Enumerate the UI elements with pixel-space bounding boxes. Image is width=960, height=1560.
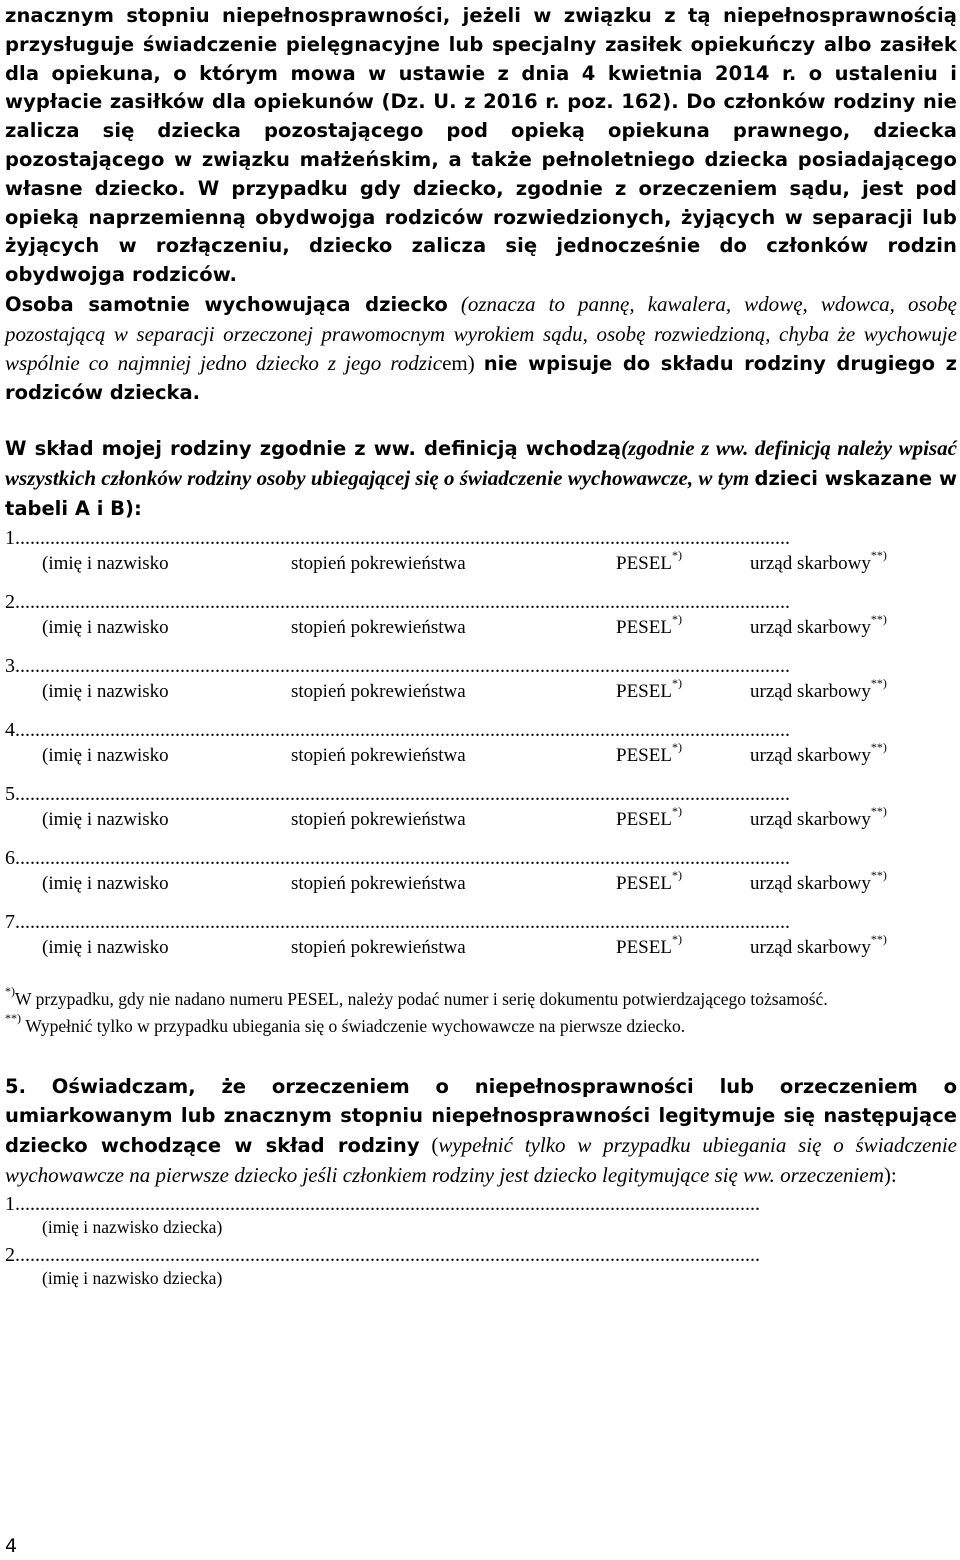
family-member-column-labels xyxy=(5,931,957,964)
footnote-office xyxy=(5,1010,957,1038)
footnote-office-text: Wypełnić tylko w przypadku ubiegania się o świadczenie wychowawcze na pierwsze dziecko. xyxy=(25,1015,686,1036)
footnote-pesel-mark: *) xyxy=(5,983,15,998)
pesel-column-label-mark: *) xyxy=(671,739,682,754)
name-column-label: (imię i nazwisko xyxy=(42,936,169,958)
document-page xyxy=(5,2,957,1290)
tax-office-column-label: urząd skarbowy**) xyxy=(750,675,887,702)
section5-close: ): xyxy=(883,1162,897,1187)
pesel-column-label: PESEL*) xyxy=(616,803,682,830)
family-member-column-labels xyxy=(5,547,957,580)
name-column-label: (imię i nazwisko xyxy=(42,616,169,638)
relation-column-label: stopień pokrewieństwa xyxy=(291,616,466,638)
family-member-column-labels xyxy=(5,803,957,836)
tax-office-column-label-mark: **) xyxy=(870,931,887,946)
single-parent-plain: em) xyxy=(442,350,475,375)
footnote-office-mark: **) xyxy=(5,1010,21,1025)
child-name-label: (imię i nazwisko dziecka) xyxy=(42,1216,223,1237)
child-entry-line[interactable]: 1..................................................................................................................................................... xyxy=(5,1192,760,1215)
relation-column-label: stopień pokrewieństwa xyxy=(291,936,466,958)
section5-italic: wypełnić tylko w przypadku ubiegania się o świadczenie wychowawcze na pierwsze dziecko jeśli członkiem rodziny jest dziecko legitymujące się ww. orzeczeniem xyxy=(5,1133,957,1187)
tax-office-column-label-mark: **) xyxy=(870,867,887,882)
section5-statement xyxy=(5,1072,957,1190)
tax-office-column-label: urząd skarbowy**) xyxy=(750,867,887,894)
family-member-row xyxy=(5,910,957,964)
family-member-list xyxy=(5,526,957,964)
intro-paragraph xyxy=(5,2,957,290)
family-member-entry-line[interactable]: 3........................................................................................................................................................... xyxy=(5,654,790,677)
tax-office-column-label: urząd skarbowy**) xyxy=(750,611,887,638)
family-member-row xyxy=(5,782,957,836)
disabled-children-list xyxy=(5,1192,957,1290)
tax-office-column-label-mark: **) xyxy=(870,675,887,690)
family-member-entry-line[interactable]: 1........................................................................................................................................................... xyxy=(5,526,790,549)
pesel-column-label: PESEL*) xyxy=(616,675,682,702)
tax-office-column-label: urząd skarbowy**) xyxy=(750,739,887,766)
family-member-entry-line[interactable]: 6........................................................................................................................................................... xyxy=(5,846,790,869)
family-member-row xyxy=(5,718,957,772)
single-parent-bold-end: nie wpisuje do składu rodziny drugiego z rodziców dziecka. xyxy=(5,351,957,405)
tax-office-column-label: urząd skarbowy**) xyxy=(750,547,887,574)
family-member-column-labels xyxy=(5,675,957,708)
section5-bold: 5. Oświadczam, że orzeczeniem o niepełnosprawności lub orzeczeniem o umiarkowanym lub znacznym stopniu niepełnosprawności legitymuje się następujące dziecko wchodzące w skład rodziny xyxy=(5,1074,957,1158)
tax-office-column-label-mark: **) xyxy=(870,611,887,626)
child-name-label: (imię i nazwisko dziecka) xyxy=(42,1267,223,1288)
disabled-child-row xyxy=(5,1243,957,1290)
relation-column-label: stopień pokrewieństwa xyxy=(291,872,466,894)
tax-office-column-label: urząd skarbowy**) xyxy=(750,803,887,830)
family-member-column-labels xyxy=(5,867,957,900)
family-member-row xyxy=(5,590,957,644)
relation-column-label: stopień pokrewieństwa xyxy=(291,552,466,574)
family-member-column-labels xyxy=(5,611,957,644)
family-member-entry-line[interactable]: 5........................................................................................................................................................... xyxy=(5,782,790,805)
tax-office-column-label-mark: **) xyxy=(870,547,887,562)
section5-open: ( xyxy=(431,1133,439,1158)
family-member-row xyxy=(5,654,957,708)
family-member-row xyxy=(5,846,957,900)
tax-office-column-label-mark: **) xyxy=(870,739,887,754)
family-heading xyxy=(5,434,957,523)
child-entry-line[interactable]: 2..................................................................................................................................................... xyxy=(5,1243,760,1266)
family-member-column-labels xyxy=(5,739,957,772)
pesel-column-label-mark: *) xyxy=(671,931,682,946)
family-member-entry-line[interactable]: 7........................................................................................................................................................... xyxy=(5,910,790,933)
family-heading-bold-end: dzieci wskazane w tabeli A i B): xyxy=(5,466,957,520)
pesel-column-label-mark: *) xyxy=(671,803,682,818)
family-member-entry-line[interactable]: 4........................................................................................................................................................... xyxy=(5,718,790,741)
intro-text-1: znacznym stopniu niepełnosprawności, jeżeli w związku z tą niepełnosprawnością przysługuje świadczenie pielęgnacyjne lub specjalny zasiłek opiekuńczy albo zasiłek dla opiekuna, o którym mowa w ustawie z dnia 4 kwietnia 2014 r. o ustaleniu i wypłacie zasiłków dla opiekunów (Dz. U. z 2016 r. poz. 162). Do członków rodziny nie zalicza się dziecka pozostającego pod opieką opiekuna prawnego, dziecka pozostającego w związku małżeńskim, a także pełnoletniego dziecka posiadającego własne dziecko. xyxy=(5,4,957,200)
pesel-column-label-mark: *) xyxy=(671,611,682,626)
family-heading-bold: W skład mojej rodziny zgodnie z ww. definicją wchodzą xyxy=(5,437,622,461)
pesel-column-label: PESEL*) xyxy=(616,547,682,574)
disabled-child-row xyxy=(5,1192,957,1239)
page-number: 4 xyxy=(5,1535,18,1557)
pesel-column-label-mark: *) xyxy=(671,867,682,882)
pesel-column-label: PESEL*) xyxy=(616,931,682,958)
footnote-pesel-text: W przypadku, gdy nie nadano numeru PESEL, należy podać numer i serię dokumentu potwierdzającego tożsamość. xyxy=(15,988,828,1009)
pesel-column-label: PESEL*) xyxy=(616,611,682,638)
tax-office-column-label-mark: **) xyxy=(870,803,887,818)
single-parent-bold: Osoba samotnie wychowująca dziecko xyxy=(5,292,448,316)
relation-column-label: stopień pokrewieństwa xyxy=(291,808,466,830)
name-column-label: (imię i nazwisko xyxy=(42,808,169,830)
footnote-pesel xyxy=(5,983,957,1011)
pesel-column-label-mark: *) xyxy=(671,547,682,562)
single-parent-paragraph xyxy=(5,290,957,408)
single-parent-italic: (oznacza to pannę, kawalera, wdowę, wdowca, osobę pozostającą w separacji orzeczonej prawomocnym wyrokiem sądu, osobę rozwiedzioną, chyba że wychowuje wspólnie co najmniej jedno dziecko z jego rodzic xyxy=(5,291,958,375)
footnotes xyxy=(5,983,957,1038)
name-column-label: (imię i nazwisko xyxy=(42,744,169,766)
intro-text-2: W przypadku gdy dziecko, zgodnie z orzeczeniem sądu, jest pod opieką naprzemienną obydwojga rodziców rozwiedzionych, żyjących w separacji lub żyjących w rozłączeniu, dziecko zalicza się jednocześnie do członków rodzin obydwojga rodziców. xyxy=(5,176,958,287)
family-member-row xyxy=(5,526,957,580)
pesel-column-label: PESEL*) xyxy=(616,867,682,894)
name-column-label: (imię i nazwisko xyxy=(42,552,169,574)
pesel-column-label-mark: *) xyxy=(671,675,682,690)
family-member-entry-line[interactable]: 2........................................................................................................................................................... xyxy=(5,590,790,613)
relation-column-label: stopień pokrewieństwa xyxy=(291,680,466,702)
tax-office-column-label: urząd skarbowy**) xyxy=(750,931,887,958)
pesel-column-label: PESEL*) xyxy=(616,739,682,766)
name-column-label: (imię i nazwisko xyxy=(42,872,169,894)
family-heading-italic: (zgodnie z ww. definicją należy wpisać wszystkich członków rodziny osoby ubiegającej się o świadczenie wychowawcze, w tym xyxy=(5,436,957,490)
relation-column-label: stopień pokrewieństwa xyxy=(291,744,466,766)
name-column-label: (imię i nazwisko xyxy=(42,680,169,702)
